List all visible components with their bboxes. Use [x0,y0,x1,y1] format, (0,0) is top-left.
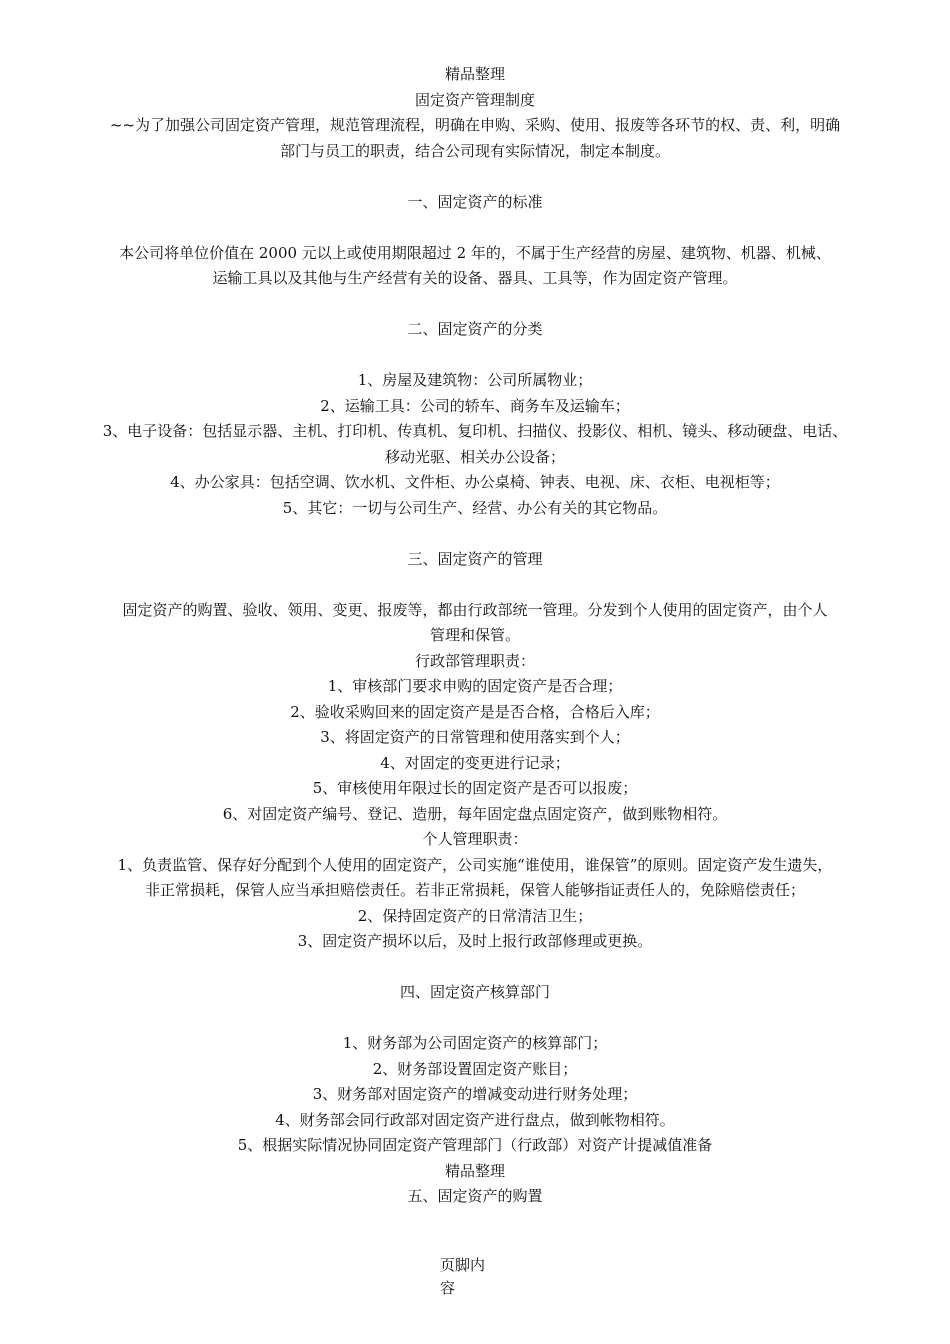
document-page [0,62,950,1210]
list-item: 2、验收采购回来的固定资产是是否合格，合格后入库； [290,702,660,721]
list-item: 1、财务部为公司固定资产的核算部门； [342,1034,608,1052]
spacer [0,164,950,190]
list-item: 2、运输工具：公司的轿车、商务车及运输车； [320,396,630,415]
page-footer [440,1254,490,1300]
list-item: 5、根据实际情况协同固定资产管理部门（行政部）对资产计提减值准备 [237,1136,713,1154]
intro-line-1: ~~为了加强公司固定资产管理，规范管理流程，明确在申购、采购、使用、报废等各环节的权、责、利，明确 [109,116,841,134]
section-3-heading: 三、固定资产的管理 [407,549,543,568]
section-2-heading: 二、固定资产的分类 [407,320,543,338]
list-item: 6、对固定资产编号、登记、造册，每年固定盘点固定资产，做到账物相符。 [222,804,728,823]
list-item-continued: 移动光驱、相关办公设备； [384,447,565,466]
spacer [0,1006,950,1032]
section-5-heading: 五、固定资产的购置 [407,1187,543,1205]
list-item: 2、财务部设置固定资产账目； [372,1059,578,1078]
spacer [0,955,950,981]
intro-line-2: 部门与员工的职责，结合公司现有实际情况，制定本制度。 [279,141,670,160]
list-item: 4、对固定的变更进行记录； [380,753,570,772]
section-4-heading: 四、固定资产核算部门 [399,983,550,1001]
bottom-label: 精品整理 [444,1161,505,1180]
list-item: 3、电子设备：包括显示器、主机、打印机、传真机、复印机、扫描仪、投影仪、相机、镜头、移动硬盘、电话、 [102,422,848,440]
list-item: 3、固定资产损坏以后，及时上报行政部修理或更换。 [297,932,653,950]
list-item: 4、财务部会同行政部对固定资产进行盘点，做到帐物相符。 [275,1110,675,1129]
section-1-heading: 一、固定资产的标准 [407,192,543,211]
section-3-intro-2: 管理和保管。 [429,626,520,644]
list-item: 1、负责监管、保存好分配到个人使用的固定资产，公司实施“谁使用，谁保管”的原则。固定资产发生遗失， [117,855,833,874]
list-item: 5、审核使用年限过长的固定资产是否可以报废； [312,779,638,797]
list-item-continued: 非正常损耗，保管人应当承担赔偿责任。若非正常损耗，保管人能够指证责任人的，免除赔偿责任； [144,881,805,899]
spacer [0,572,950,598]
list-item: 3、将固定资产的日常管理和使用落实到个人； [320,728,630,746]
top-label: 精品整理 [444,65,505,83]
document-title: 固定资产管理制度 [414,90,535,109]
list-item: 5、其它：一切与公司生产、经营、办公有关的其它物品。 [282,498,668,517]
personal-duties-title: 个人管理职责： [422,830,528,848]
list-item: 4、办公家具：包括空调、饮水机、文件柜、办公桌椅、钟表、电视、床、衣柜、电视柜等； [170,473,780,491]
footer-line-2: 容 [440,1279,456,1297]
spacer [0,292,950,318]
list-item: 3、财务部对固定资产的增减变动进行财务处理； [312,1085,638,1103]
admin-duties-title: 行政部管理职责： [414,651,535,670]
section-1-line-1: 本公司将单位价值在 2000 元以上或使用期限超过 2 年的，不属于生产经营的房屋、建筑物、机器、机械、 [119,243,831,262]
list-item: 2、保持固定资产的日常清洁卫生； [357,906,593,925]
footer-line-1: 页脚内 [440,1256,486,1274]
list-item: 1、房屋及建筑物：公司所属物业； [357,371,593,389]
spacer [0,215,950,241]
spacer [0,521,950,547]
section-3-intro-1: 固定资产的购置、验收、领用、变更、报废等，都由行政部统一管理。分发到个人使用的固定资产，由个人 [122,600,828,619]
section-1-line-2: 运输工具以及其他与生产经营有关的设备、器具、工具等，作为固定资产管理。 [212,269,738,287]
list-item: 1、审核部门要求申购的固定资产是否合理； [327,677,623,695]
spacer [0,343,950,369]
